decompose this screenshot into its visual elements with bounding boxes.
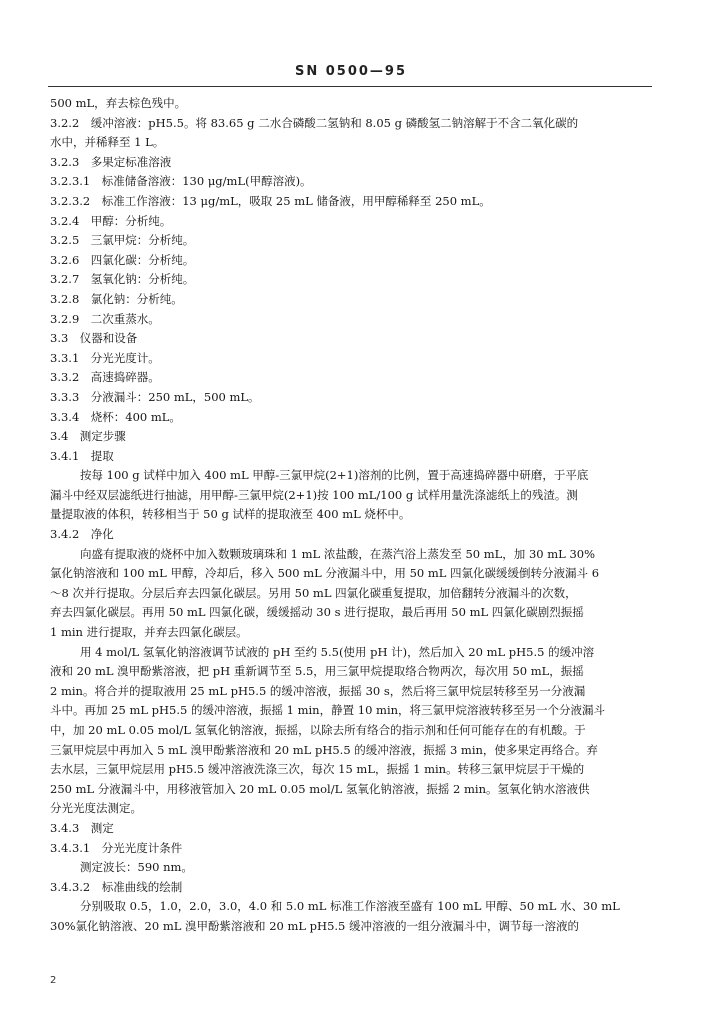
text-line: 分别吸取 0.5，1.0，2.0，3.0，4.0 和 5.0 mL 标准工作溶液至盛有 100 mL 甲醇、50 mL 水、30 mL <box>80 899 620 914</box>
text-line: 3.4.3.2 标准曲线的绘制 <box>50 879 183 894</box>
text-line: 3.2.3.1 标准储备溶液：130 μg/mL(甲醇溶液)。 <box>50 174 312 189</box>
text-line: 3.3.3 分液漏斗：250 mL，500 mL。 <box>50 389 260 404</box>
text-line: 3.2.8 氯化钠：分析纯。 <box>50 291 183 306</box>
text-line: 3.4.3.1 分光光度计条件 <box>50 840 183 855</box>
text-line: ～8 次并行提取。分层后弃去四氯化碳层。另用 50 mL 四氯化碳重复提取，加倍翻转分液漏斗的次数， <box>50 585 577 600</box>
text-line: 测定波长：590 nm。 <box>80 860 193 875</box>
text-line: 3.2.6 四氯化碳：分析纯。 <box>50 252 195 267</box>
text-line: 向盛有提取液的烧杯中加入数颗玻璃珠和 1 mL 浓盐酸，在蒸汽浴上蒸发至 50 mL，加 30 mL 30% <box>80 546 596 561</box>
text-line: 3.2.3.2 标准工作溶液：13 μg/mL，吸取 25 mL 储备液，用甲醇稀释至 250 mL。 <box>50 193 491 208</box>
text-line: 3.3.1 分光光度计。 <box>50 350 160 365</box>
text-line: 3.2.3 多果定标准溶液 <box>50 154 172 169</box>
text-line: 量提取液的体积，转移相当于 50 g 试样的提取液至 400 mL 烧杯中。 <box>50 507 411 522</box>
text-line: 500 mL，弃去棕色残中。 <box>50 96 187 110</box>
text-line: 用 4 mol/L 氢氧化钠溶液调节试液的 pH 至约 5.5(使用 pH 计)，然后加入 20 mL pH5.5 的缓冲溶 <box>80 644 595 659</box>
text-line: 弃去四氯化碳层。再用 50 mL 四氯化碳，缓缓摇动 30 s 进行提取，最后再用 50 mL 四氯化碳剧烈振摇 <box>50 605 584 620</box>
text-line: 斗中。再加 25 mL pH5.5 的缓冲溶液，振摇 1 min，静置 10 min，将三氯甲烷溶液转移至另一个分液漏斗 <box>50 703 606 718</box>
text-line: 3.2.5 三氯甲烷：分析纯。 <box>50 233 195 248</box>
text-line: 3.4.2 净化 <box>50 527 114 542</box>
text-line: 2 min。将合并的提取液用 25 mL pH5.5 的缓冲溶液，振摇 30 s，然后将三氯甲烷层转移至另一分液漏 <box>50 683 586 698</box>
text-line: 1 min 进行提取，并弃去四氯化碳层。 <box>50 625 248 640</box>
text-line: 3.4.3 测定 <box>50 820 114 835</box>
text-line: 3.2.7 氢氧化钠：分析纯。 <box>50 272 195 287</box>
text-line: 液和 20 mL 溴甲酚紫溶液，把 pH 重新调节至 5.5，用三氯甲烷提取络合物两次，每次用 50 mL，振摇 <box>50 664 584 679</box>
text-line: 分光光度法测定。 <box>50 801 142 816</box>
text-line: 3.3.2 高速捣碎器。 <box>50 370 160 385</box>
text-line: 漏斗中经双层滤纸进行抽滤，用甲醇-三氯甲烷(2+1)按 100 mL/100 g 试样用量洗涤滤纸上的残渣。测 <box>50 487 578 502</box>
text-line: 按每 100 g 试样中加入 400 mL 甲醇-三氯甲烷(2+1)溶剂的比例，置于高速捣碎器中研磨，于平底 <box>80 468 589 483</box>
text-line: 三氯甲烷层中再加入 5 mL 溴甲酚紫溶液和 20 mL pH5.5 的缓冲溶液，振摇 3 min，使多果定再络合。弃 <box>50 742 598 757</box>
body-text <box>50 94 650 937</box>
running-header: SN 0500—95 <box>294 64 408 79</box>
text-line: 去水层，三氯甲烷层用 pH5.5 缓冲溶液洗涤三次，每次 15 mL，振摇 1 min。转移三氯甲烷层于干燥的 <box>50 762 585 777</box>
text-line: 3.4 测定步骤 <box>50 429 126 444</box>
text-line: 氯化钠溶液和 100 mL 甲醇，冷却后，移入 500 mL 分液漏斗中，用 50 mL 四氯化碳缓缓倒转分液漏斗 6 <box>50 566 600 581</box>
text-line: 3.2.2 缓冲溶液：pH5.5。将 83.65 g 二水合磷酸二氢钠和 8.05 g 磷酸氢二钠溶解于不含二氧化碳的 <box>50 115 579 130</box>
text-line: 3.2.4 甲醇：分析纯。 <box>50 213 172 228</box>
page-number: 2 <box>50 975 57 986</box>
text-line: 250 mL 分液漏斗中，用移液管加入 20 mL 0.05 mol/L 氢氧化钠溶液，振摇 2 min。氢氧化钠水溶液供 <box>50 781 590 796</box>
text-line: 中，加 20 mL 0.05 mol/L 氢氧化钠溶液，振摇，以除去所有络合的指示剂和任何可能存在的有机酸。于 <box>50 723 586 737</box>
text-line: 30%氯化钠溶液、20 mL 溴甲酚紫溶液和 20 mL pH5.5 缓冲溶液的一组分液漏斗中，调节每一溶液的 <box>50 918 580 933</box>
text-line: 3.3 仪器和设备 <box>50 331 138 346</box>
text-line: 水中，并稀释至 1 L。 <box>50 135 165 150</box>
text-line: 3.4.1 提取 <box>50 448 114 463</box>
text-line: 3.3.4 烧杯：400 mL。 <box>50 409 181 424</box>
header-rule <box>48 86 652 87</box>
text-line: 3.2.9 二次重蒸水。 <box>50 311 160 326</box>
